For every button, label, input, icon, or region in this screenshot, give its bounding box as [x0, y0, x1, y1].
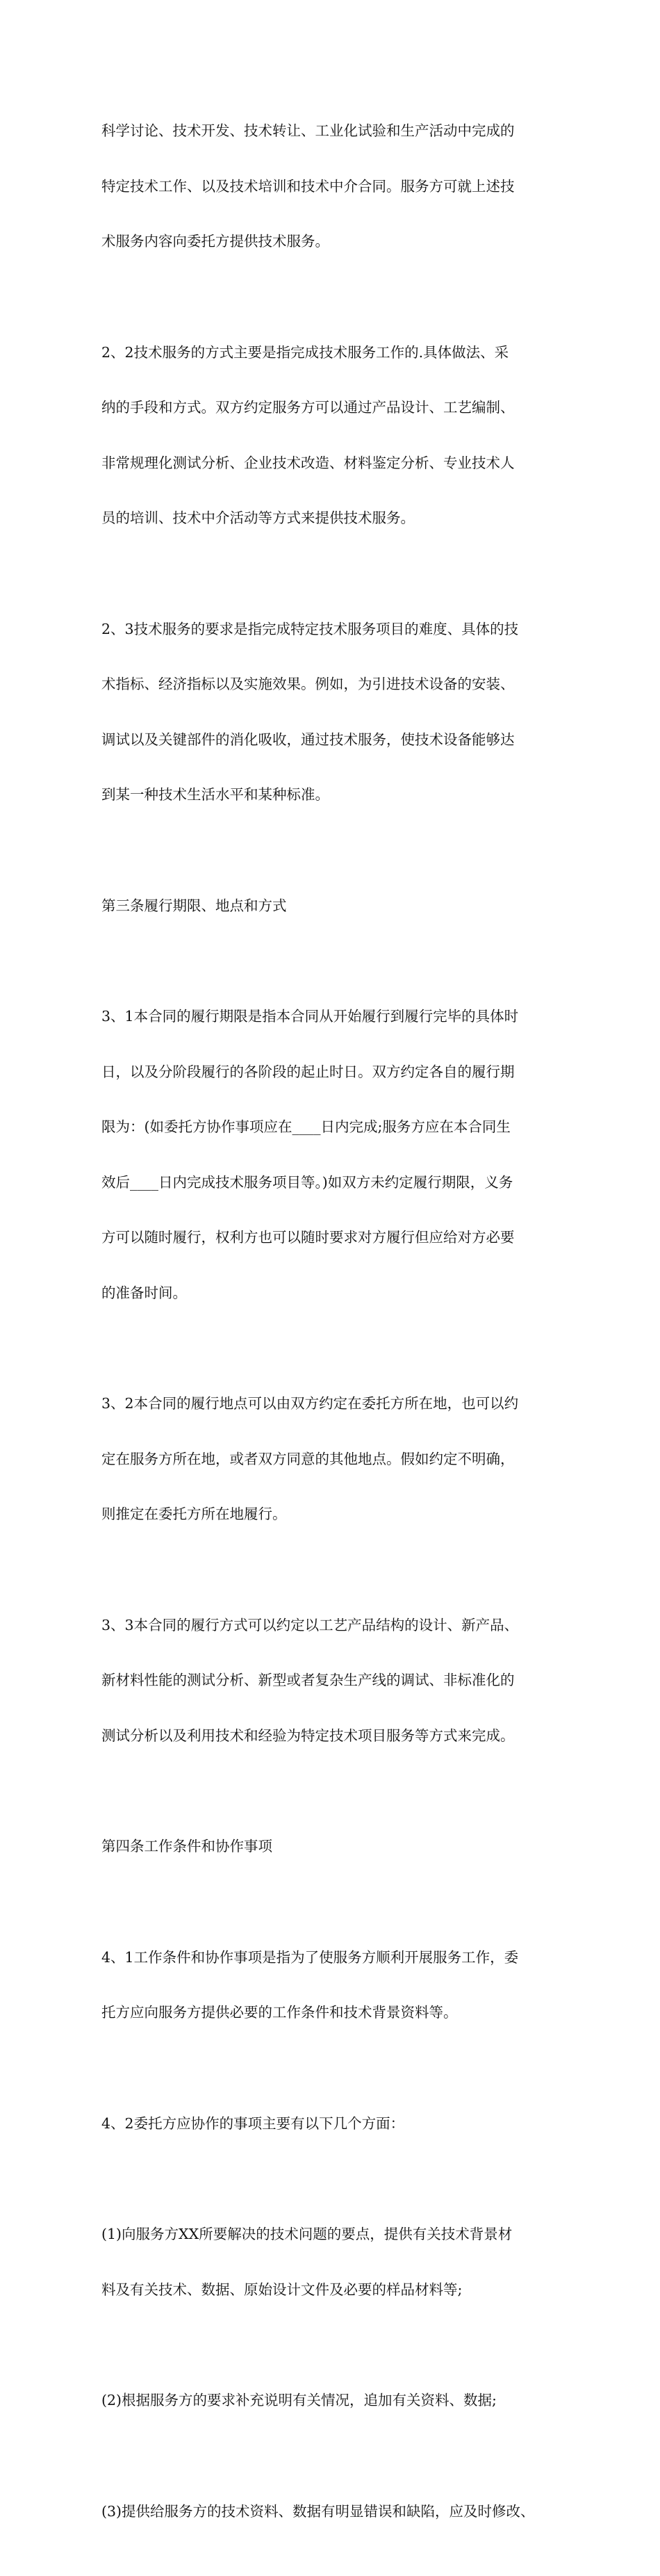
heading-text: 第三条履行期限、地点和方式 — [101, 897, 287, 914]
text-line: 3、1本合同的履行期限是指本合同从开始履行到履行完毕的具体时 — [101, 1008, 519, 1025]
text-line: 定在服务方所在地，或者双方同意的其他地点。假如约定不明确， — [101, 1450, 515, 1467]
text-line: 日，以及分阶段履行的各阶段的起止时日。双方约定各自的履行期 — [101, 1063, 515, 1080]
list-item-3 — [101, 2465, 563, 2558]
list-item-2 — [101, 2354, 563, 2447]
paragraph-4-1 — [101, 1911, 563, 2059]
section-heading-article-4 — [101, 1800, 563, 1893]
text-line: 术服务内容向委托方提供技术服务。 — [101, 233, 329, 250]
section-heading-article-3 — [101, 860, 563, 952]
paragraph-3-3 — [101, 1579, 563, 1782]
text-line: 3、2本合同的履行地点可以由双方约定在委托方所在地，也可以约 — [101, 1395, 519, 1412]
text-line: 限为：(如委托方协作事项应在____日内完成;服务方应在本合同生 — [101, 1118, 511, 1135]
text-line: 则推定在委托方所在地履行。 — [101, 1506, 287, 1522]
paragraph-3-1 — [101, 970, 563, 1339]
paragraph-2-2 — [101, 307, 563, 564]
text-line: 托方应向服务方提供必要的工作条件和技术背景资料等。 — [101, 2004, 458, 2021]
text-line: 方可以随时履行，权利方也可以随时要求对方履行但应给对方必要 — [101, 1229, 515, 1246]
text-line: (2)根据服务方的要求补充说明有关情况，追加有关资料、数据; — [101, 2392, 497, 2408]
paragraph-service-scope — [101, 85, 563, 288]
paragraph-2-3 — [101, 583, 563, 841]
text-line: 的准备时间。 — [101, 1284, 187, 1301]
text-line: 效后____日内完成技术服务项目等。)如双方未约定履行期限，义务 — [101, 1173, 513, 1191]
text-line: 员的培训、技术中介活动等方式来提供技术服务。 — [101, 510, 415, 526]
text-line: 非常规理化测试分析、企业技术改造、材料鉴定分析、专业技术人 — [101, 454, 515, 471]
text-line: 测试分析以及利用技术和经验为特定技术项目服务等方式来完成。 — [101, 1727, 515, 1744]
text-line: 4、2委托方应协作的事项主要有以下几个方面： — [101, 2114, 405, 2132]
text-line: 4、1工作条件和协作事项是指为了使服务方顺利开展服务工作，委 — [101, 1948, 519, 1966]
text-line: 科学讨论、技术开发、技术转让、工业化试验和生产活动中完成的 — [101, 122, 515, 139]
text-line: 3、3本合同的履行方式可以约定以工艺产品结构的设计、新产品、 — [101, 1616, 519, 1633]
text-line: 2、3技术服务的要求是指完成特定技术服务项目的难度、具体的技 — [101, 620, 519, 637]
heading-text: 第四条工作条件和协作事项 — [101, 1838, 272, 1854]
text-line: (1)向服务方XX所要解决的技术问题的要点，提供有关技术背景材 — [101, 2226, 513, 2242]
text-line: 调试以及关键部件的消化吸收，通过技术服务，使技术设备能够达 — [101, 731, 515, 748]
text-line: 纳的手段和方式。双方约定服务方可以通过产品设计、工艺编制、 — [101, 399, 515, 416]
paragraph-3-2 — [101, 1358, 563, 1560]
text-line: 特定技术工作、以及技术培训和技术中介合同。服务方可就上述技 — [101, 177, 515, 195]
text-line: 术指标、经济指标以及实施效果。例如，为引进技术设备的安装、 — [101, 676, 515, 692]
document-body — [101, 85, 563, 2576]
text-line: 2、2技术服务的方式主要是指完成技术服务工作的.具体做法、采 — [101, 343, 509, 361]
text-line: 到某一种技术生活水平和某种标准。 — [101, 786, 329, 803]
list-item-1 — [101, 2188, 563, 2335]
text-line: 新材料性能的测试分析、新型或者复杂生产线的调试、非标准化的 — [101, 1672, 515, 1688]
text-line: (3)提供给服务方的技术资料、数据有明显错误和缺陷，应及时修改、 — [101, 2502, 535, 2520]
paragraph-4-2 — [101, 2078, 563, 2170]
text-line: 料及有关技术、数据、原始设计文件及必要的样品材料等; — [101, 2281, 463, 2298]
